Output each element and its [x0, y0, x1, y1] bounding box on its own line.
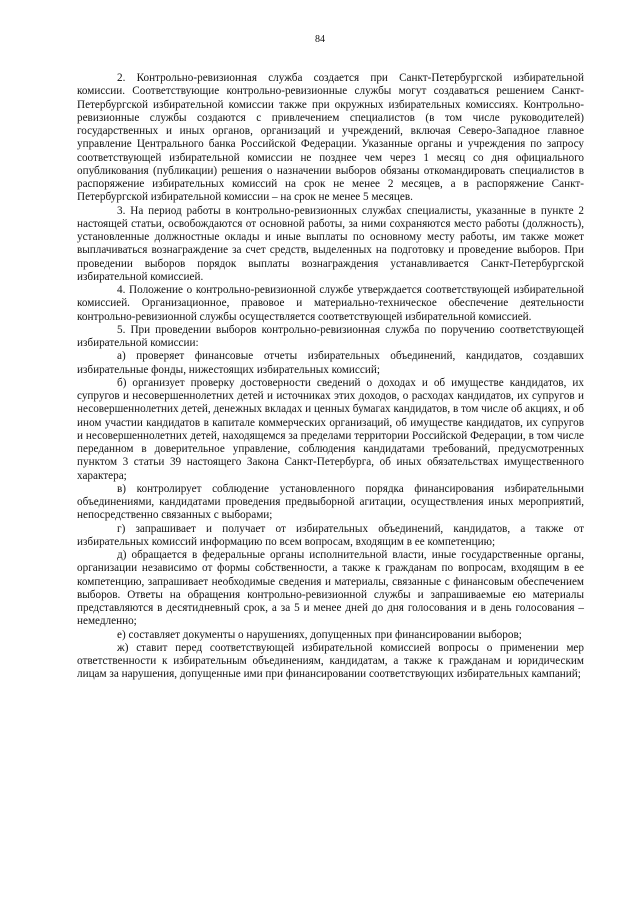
document-body — [77, 72, 584, 682]
subitem-zh: ж) ставит перед соответствующей избирательной комиссией вопросы о применении мер ответственности к избирательным объединениям, кандидатам, а также к гражданам и юридическим лицам за нарушения, допущенные ими при финансировании соответствующих избирательных кампаний; — [77, 641, 584, 681]
subitem-a: а) проверяет финансовые отчеты избирательных объединений, кандидатов, создавших избирательные фонды, нижестоящих избирательных комиссий; — [77, 350, 584, 376]
paragraph-item-4: 4. Положение о контрольно-ревизионной службе утверждается соответствующей избирательной комиссией. Организационное, правовое и материально-техническое обеспечение деятельности контрольно-ревизионной службы осуществляется соответствующей избирательной комиссией. — [77, 284, 584, 323]
page-number: 84 — [315, 34, 325, 45]
paragraph-item-2: 2. Контрольно-ревизионная служба создается при Санкт-Петербургской избирательной комиссии. Соответствующие контрольно-ревизионные службы могут создаваться решением Санкт-Петербургской избирательной комиссии также при окружных избирательных комиссиях. Контрольно-ревизионные службы создаются с привлечением специалистов (в том числе руководителей) государственных и иных органов, организаций и учреждений, включая Северо-Западное главное управление Центрального банка Российской Федерации. Указанные органы и учреждения по запросу соответствующей избирательной комиссии не позднее чем через 1 месяц со дня официального опубликования (публикации) решения о назначении выборов обязаны откомандировать специалистов в распоряжение избирательных комиссий на срок не менее 2 месяцев, а в распоряжение Санкт-Петербургской избирательной комиссии – на срок не менее 5 месяцев. — [77, 72, 584, 204]
subitem-g: г) запрашивает и получает от избирательных объединений, кандидатов, а также от избирательных комиссий информацию по всем вопросам, входящим в ее компетенцию; — [77, 522, 584, 548]
subitem-v: в) контролирует соблюдение установленного порядка финансирования избирательными объединениями, кандидатами проведения предвыборной агитации, осуществления иных мероприятий, непосредственно связанных с выборами; — [77, 482, 584, 522]
subitem-e: е) составляет документы о нарушениях, допущенных при финансировании выборов; — [117, 628, 522, 641]
paragraph-item-3: 3. На период работы в контрольно-ревизионных службах специалисты, указанные в пункте 2 настоящей статьи, освобождаются от основной работы, за ними сохраняются место работы (должность), установленные должностные оклады и иные выплаты по основному месту работы, им также может выплачиваться вознаграждение за счет средств, выделенных на подготовку и проведение выборов. При проведении выборов порядок выплаты вознаграждения устанавливается Санкт-Петербургской избирательной комиссией. — [77, 204, 584, 283]
paragraph-item-5: 5. При проведении выборов контрольно-ревизионная служба по поручению соответствующей избирательной комиссии: — [77, 323, 584, 349]
subitem-d: д) обращается в федеральные органы исполнительной власти, иные государственные органы, организации независимо от формы собственности, а также к гражданам по вопросам, входящим в ее компетенцию, запрашивает необходимые сведения и материалы, связанные с финансовым обеспечением выборов. Ответы на обращения контрольно-ревизионной службы и запрашиваемые ею материалы представляются в десятидневный срок, а за 5 и менее дней до дня голосования и в день голосования – немедленно; — [77, 549, 584, 628]
subitem-b: б) организует проверку достоверности сведений о доходах и об имуществе кандидатов, их супругов и несовершеннолетних детей и источниках этих доходов, о расходах кандидатов, их супругов и несовершеннолетних детей, денежных вкладах и ценных бумагах кандидатов, в том числе об акциях, и об ином участии кандидатов в капитале коммерческих организаций, об имуществе кандидатов, их супругов и несовершеннолетних детей, находящемся за пределами территории Российской Федерации, в том числе переданном в доверительное управление, соблюдения кандидатами требований, предусмотренных пунктом 3 статьи 39 настоящего Закона Санкт-Петербурга, об иных обязательствах имущественного характера; — [77, 376, 584, 482]
